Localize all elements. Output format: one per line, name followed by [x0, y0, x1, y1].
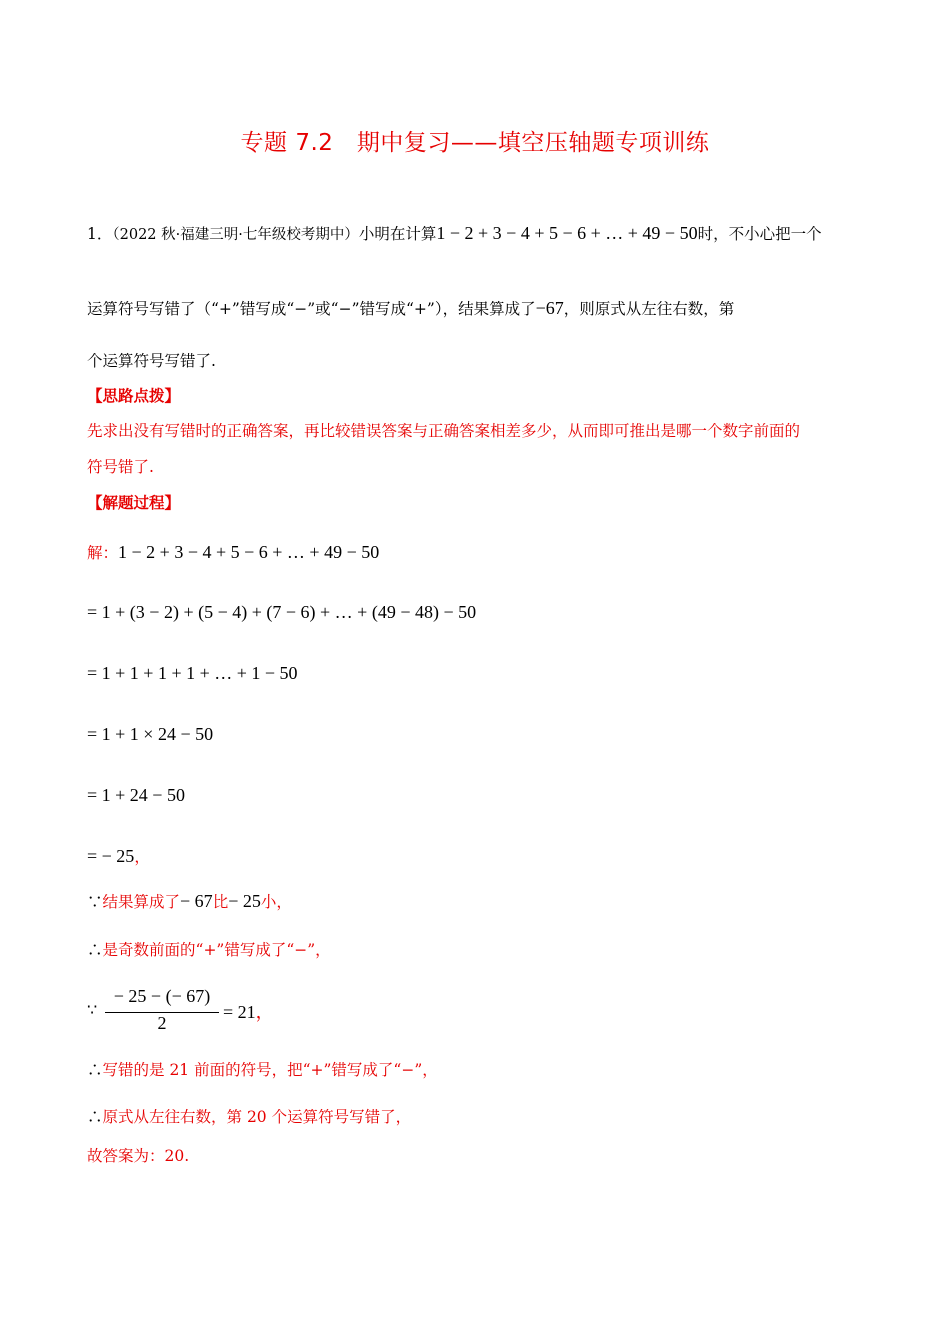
question-line-3: 个运算符号写错了.	[87, 352, 216, 370]
solution-step-5: = 1 + 24 − 50	[87, 785, 185, 805]
solution-heading: 【解题过程】	[87, 493, 181, 512]
because-symbol: ∵	[87, 1000, 98, 1019]
solution-step-1: 解：1 − 2 + 3 − 4 + 5 − 6 + … + 49 − 50	[87, 542, 380, 562]
wrong-result-value: −67	[535, 298, 564, 318]
because-line: ∵结果算成了− 67比− 25小，	[87, 891, 292, 911]
solution-step-2: = 1 + (3 − 2) + (5 − 4) + (7 − 6) + … + (49 − 48) − 50	[87, 602, 477, 622]
question-text-tail: 时，不小心把一个	[697, 225, 822, 243]
because-symbol: ∵	[87, 893, 103, 911]
solution-label: 解：	[87, 544, 119, 562]
therefore-symbol: ∴	[87, 941, 103, 959]
hint-line-2: 符号错了.	[87, 458, 154, 476]
question-text: 小明在计算	[358, 225, 437, 243]
solution-step-6: = − 25，	[87, 846, 150, 866]
question-line-2: 运算符号写错了（“+”错写成“−”或“−”错写成“+”），结果算成了−67，则原式从左往右数，第	[87, 298, 735, 318]
question-source: （2022 秋·福建三明·七年级校考期中）	[112, 227, 359, 243]
question-line-1	[87, 222, 822, 246]
hint-line-1: 先求出没有写错时的正确答案，再比较错误答案与正确答案相差多少，从而即可推出是哪一个数字前面的	[87, 422, 801, 440]
question-expression: 1 − 2 + 3 − 4 + 5 − 6 + … + 49 − 50	[436, 223, 698, 243]
solution-step-3: = 1 + 1 + 1 + 1 + … + 1 − 50	[87, 663, 298, 683]
therefore-line-2: ∴写错的是 21 前面的符号，把“+”错写成了“−”，	[87, 1061, 438, 1079]
hint-heading: 【思路点拨】	[87, 386, 181, 405]
therefore-line-1: ∴是奇数前面的“+”错写成了“−”，	[87, 941, 331, 959]
fraction-numerator: − 25 − (− 67)	[113, 986, 211, 1006]
fraction-denominator: 2	[157, 1013, 167, 1033]
solution-step-4: = 1 + 1 × 24 − 50	[87, 724, 214, 744]
final-answer: 故答案为：20.	[87, 1147, 190, 1165]
question-number: 1．	[87, 225, 113, 243]
page-title: 专题 7.2 期中复习——填空压轴题专项训练	[240, 130, 710, 156]
fraction-result: = 21	[223, 1002, 256, 1022]
document-page: 专题 7.2 期中复习——填空压轴题专项训练 1．（2022 秋·福建三明·七年级校考期中）小明在计算1 − 2 + 3 − 4 + 5 − 6 + … + 49 − 50时，不小心把一个 运算符号写错了（“+”错写成“−”或“−”错写成“+”），结果算成了−67，则原式从左往右数，第 个运算符号写错了. 【思路点拨】 先求出没有写错时的正确答案，再比较错误答案与正确答案相差多少，从而即可推出是哪一个数字前面的 符号错了. 【解题过程】 解：1 − 2 + 3 − 4 + 5 − 6 + … + 49 − 50 = 1 + (3 − 2) + (5 − 4) + (7 − 6) + … + (49 − 48) − 50 = 1 + 1 + 1 + 1 + … + 1 − 50 = 1 + 1 × 24 − 50 = 1 + 24 − 50 = − 25， ∵结果算成了− 67比− 25小， ∴是奇数前面的“+”错写成了“−”， ∵ − 25 − (− 67) 2 = 21， ∴写错的是 21 前面的符号，把“+”错写成了“−”， ∴原式从左往右数，第 20 个运算符号写错了， 故答案为：20.	[0, 0, 950, 1344]
therefore-line-3: ∴原式从左往右数，第 20 个运算符号写错了，	[87, 1108, 412, 1126]
